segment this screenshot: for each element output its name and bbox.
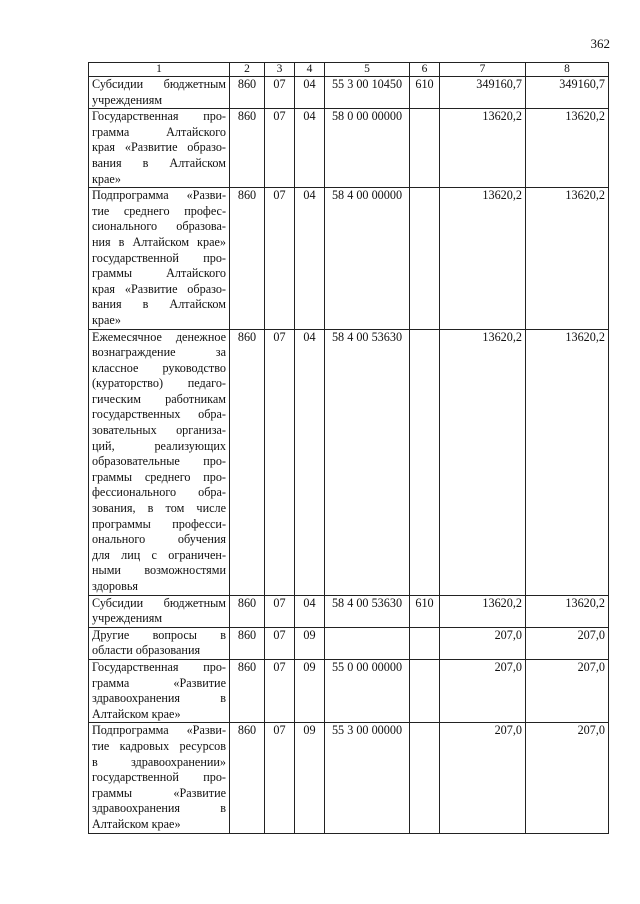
- target-code-cell: 58 0 00 00000: [325, 109, 410, 188]
- amount-cell: 13620,2: [440, 329, 526, 595]
- row-name-line: крае»: [92, 312, 121, 327]
- row-name-line: ными возможностями: [92, 563, 226, 578]
- row-name-line: Подпрограмма «Разви-: [92, 723, 226, 738]
- row-name-line: государственной про-: [92, 770, 226, 785]
- section-code-cell: 07: [265, 723, 295, 833]
- row-name-line: грамма «Развитие: [92, 675, 226, 690]
- ministry-code-cell: 860: [230, 329, 265, 595]
- row-name-line: Государственная про-: [92, 109, 226, 124]
- expense-type-cell: [410, 627, 440, 659]
- header-cell: 8: [526, 63, 609, 77]
- section-code-cell: 07: [265, 627, 295, 659]
- row-name-cell: [89, 723, 230, 833]
- row-name-line: тие кадровых ресурсов: [92, 738, 226, 753]
- ministry-code-cell: 860: [230, 595, 265, 627]
- header-cell: 4: [295, 63, 325, 77]
- amount-cell: 349160,7: [526, 77, 609, 109]
- expense-type-cell: [410, 109, 440, 188]
- row-name-line: Государственная про-: [92, 659, 226, 674]
- expense-type-cell: 610: [410, 595, 440, 627]
- section-code-cell: 07: [265, 188, 295, 329]
- ministry-code-cell: 860: [230, 188, 265, 329]
- subsection-code-cell: 04: [295, 329, 325, 595]
- row-name-line: края «Развитие образо-: [92, 140, 226, 155]
- subsection-code-cell: 09: [295, 659, 325, 722]
- row-name-line: здоровья: [92, 579, 138, 593]
- amount-cell: 13620,2: [440, 188, 526, 329]
- row-name-line: гическим работникам: [92, 391, 226, 406]
- target-code-cell: 58 4 00 00000: [325, 188, 410, 329]
- row-name-cell: [89, 188, 230, 329]
- section-code-cell: 07: [265, 329, 295, 595]
- table-body: [89, 77, 609, 834]
- section-code-cell: 07: [265, 109, 295, 188]
- row-name-line: здравоохранения в: [92, 801, 226, 816]
- expense-type-cell: 610: [410, 77, 440, 109]
- subsection-code-cell: 09: [295, 627, 325, 659]
- target-code-cell: 55 3 00 00000: [325, 723, 410, 833]
- page-number: 362: [590, 36, 610, 51]
- amount-cell: 13620,2: [440, 109, 526, 188]
- header-cell: 2: [230, 63, 265, 77]
- row-name-line: грамма Алтайского: [92, 124, 226, 139]
- target-code-cell: 58 4 00 53630: [325, 329, 410, 595]
- row-name-line: зовательных организа-: [92, 423, 226, 438]
- expense-type-cell: [410, 329, 440, 595]
- row-name-line: тие среднего профес-: [92, 203, 226, 218]
- subsection-code-cell: 04: [295, 595, 325, 627]
- row-name-cell: [89, 595, 230, 627]
- row-name-line: Алтайском крае»: [92, 816, 181, 831]
- target-code-cell: 58 4 00 53630: [325, 595, 410, 627]
- row-name-line: ния в Алтайском крае»: [92, 234, 226, 249]
- amount-cell: 13620,2: [526, 109, 609, 188]
- table-row: [89, 329, 609, 595]
- table-row: [89, 109, 609, 188]
- row-name-line: в здравоохранении»: [92, 754, 226, 769]
- row-name-cell: [89, 77, 230, 109]
- header-row: [89, 63, 609, 77]
- row-name-line: онального обучения: [92, 532, 226, 547]
- table-row: [89, 595, 609, 627]
- amount-cell: 207,0: [526, 627, 609, 659]
- row-name-line: вания в Алтайском: [92, 155, 226, 170]
- target-code-cell: 55 3 00 10450: [325, 77, 410, 109]
- row-name-line: вознаграждение за: [92, 345, 226, 360]
- row-name-line: для лиц с ограничен-: [92, 547, 226, 562]
- row-name-line: Подпрограмма «Разви-: [92, 188, 226, 203]
- row-name-line: Субсидии бюджетным: [92, 77, 226, 91]
- amount-cell: 207,0: [440, 627, 526, 659]
- row-name-line: ций, реализующих: [92, 438, 226, 453]
- target-code-cell: [325, 627, 410, 659]
- amount-cell: 13620,2: [440, 595, 526, 627]
- row-name-line: (кураторство) педаго-: [92, 376, 226, 391]
- header-cell: 6: [410, 63, 440, 77]
- subsection-code-cell: 09: [295, 723, 325, 833]
- row-name-cell: [89, 109, 230, 188]
- ministry-code-cell: 860: [230, 77, 265, 109]
- amount-cell: 207,0: [440, 723, 526, 833]
- row-name-line: края «Развитие образо-: [92, 281, 226, 296]
- row-name-line: граммы среднего про-: [92, 469, 226, 484]
- row-name-line: граммы Алтайского: [92, 266, 226, 281]
- row-name-line: учреждениям: [92, 611, 163, 626]
- row-name-line: Алтайском крае»: [92, 706, 181, 721]
- amount-cell: 13620,2: [526, 188, 609, 329]
- row-name-line: граммы «Развитие: [92, 785, 226, 800]
- row-name-line: вания в Алтайском: [92, 297, 226, 312]
- ministry-code-cell: 860: [230, 723, 265, 833]
- row-name-line: сионального образова-: [92, 219, 226, 234]
- amount-cell: 13620,2: [526, 595, 609, 627]
- subsection-code-cell: 04: [295, 77, 325, 109]
- expense-type-cell: [410, 659, 440, 722]
- table-row: [89, 627, 609, 659]
- row-name-line: области образования: [92, 643, 201, 658]
- row-name-cell: [89, 627, 230, 659]
- section-code-cell: 07: [265, 77, 295, 109]
- row-name-line: Ежемесячное денежное: [92, 329, 226, 344]
- subsection-code-cell: 04: [295, 109, 325, 188]
- section-code-cell: 07: [265, 659, 295, 722]
- amount-cell: 13620,2: [526, 329, 609, 595]
- row-name-line: государственной про-: [92, 250, 226, 265]
- row-name-line: крае»: [92, 171, 121, 186]
- row-name-line: Другие вопросы в: [92, 627, 226, 642]
- row-name-line: зования, в том числе: [92, 501, 226, 516]
- ministry-code-cell: 860: [230, 109, 265, 188]
- amount-cell: 207,0: [526, 723, 609, 833]
- amount-cell: 207,0: [440, 659, 526, 722]
- table-row: [89, 659, 609, 722]
- budget-table: [88, 62, 609, 834]
- table-row: [89, 723, 609, 833]
- expense-type-cell: [410, 188, 440, 329]
- row-name-cell: [89, 329, 230, 595]
- subsection-code-cell: 04: [295, 188, 325, 329]
- row-name-line: фессионального обра-: [92, 485, 226, 500]
- section-code-cell: 07: [265, 595, 295, 627]
- target-code-cell: 55 0 00 00000: [325, 659, 410, 722]
- row-name-line: классное руководство: [92, 360, 226, 375]
- header-cell: 7: [440, 63, 526, 77]
- row-name-line: здравоохранения в: [92, 691, 226, 706]
- amount-cell: 349160,7: [440, 77, 526, 109]
- row-name-line: Субсидии бюджетным: [92, 595, 226, 610]
- ministry-code-cell: 860: [230, 627, 265, 659]
- expense-type-cell: [410, 723, 440, 833]
- row-name-line: учреждениям: [92, 92, 163, 107]
- header-cell: 3: [265, 63, 295, 77]
- row-name-cell: [89, 659, 230, 722]
- ministry-code-cell: 860: [230, 659, 265, 722]
- table-row: [89, 77, 609, 109]
- header-cell: 1: [89, 63, 230, 77]
- row-name-line: государственных обра-: [92, 407, 226, 422]
- header-cell: 5: [325, 63, 410, 77]
- table-row: [89, 188, 609, 329]
- row-name-line: образовательные про-: [92, 454, 226, 469]
- amount-cell: 207,0: [526, 659, 609, 722]
- row-name-line: программы професси-: [92, 516, 226, 531]
